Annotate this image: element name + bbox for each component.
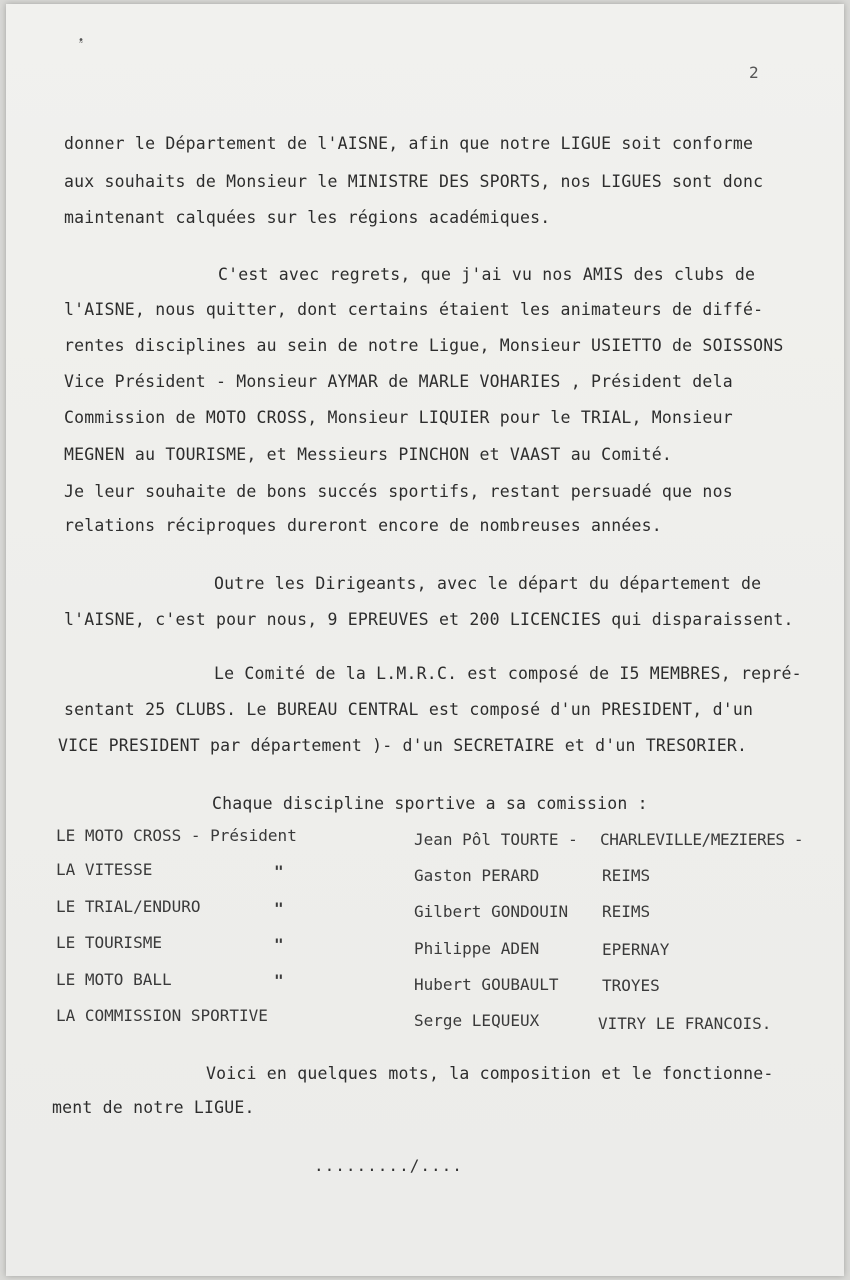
paragraph-line: Voici en quelques mots, la composition et le fonctionne- (206, 1064, 774, 1083)
president-name: Hubert GOUBAULT (414, 975, 559, 994)
discipline-name: LE TOURISME (56, 933, 162, 952)
page-number: 2 (749, 63, 759, 82)
paragraph-line: aux souhaits de Monsieur le MINISTRE DES SPORTS, nos LIGUES sont donc (64, 172, 764, 191)
paragraph-line: ment de notre LIGUE. (52, 1098, 255, 1117)
ditto-mark: " (274, 899, 284, 918)
paragraph-line: VICE PRESIDENT par département )- d'un SECRETAIRE et d'un TRESORIER. (58, 736, 748, 755)
paragraph-line: Commission de MOTO CROSS, Monsieur LIQUIER pour le TRIAL, Monsieur (64, 408, 733, 427)
discipline-name: LE MOTO CROSS - Président (56, 826, 297, 845)
document-page (6, 4, 844, 1276)
ditto-mark: " (274, 935, 284, 954)
discipline-name: LE MOTO BALL (56, 970, 172, 989)
president-name: Gaston PERARD (414, 866, 540, 885)
commission-intro: Chaque discipline sportive a sa comission : (212, 794, 648, 813)
paragraph-line: maintenant calquées sur les régions académiques. (64, 208, 551, 227)
president-name: Serge LEQUEUX (414, 1011, 540, 1030)
discipline-name: LA VITESSE (56, 860, 153, 879)
paragraph-line: Le Comité de la L.M.R.C. est composé de I5 MEMBRES, repré- (214, 664, 802, 683)
discipline-name: LE TRIAL/ENDURO (56, 897, 201, 916)
paragraph-line: l'AISNE, c'est pour nous, 9 EPREUVES et 200 LICENCIES qui disparaissent. (64, 610, 794, 629)
paragraph-line: Je leur souhaite de bons succés sportifs, restant persuadé que nos (64, 482, 733, 501)
president-name: Gilbert GONDOUIN (414, 902, 569, 921)
paragraph-line: Outre les Dirigeants, avec le départ du département de (214, 574, 762, 593)
president-city: REIMS (602, 902, 651, 921)
paragraph-line: sentant 25 CLUBS. Le BUREAU CENTRAL est composé d'un PRESIDENT, d'un (64, 700, 754, 719)
president-city: CHARLEVILLE/MEZIERES - (600, 830, 804, 849)
president-city: TROYES (602, 976, 660, 995)
paragraph-line: l'AISNE, nous quitter, dont certains étaient les animateurs de diffé- (64, 300, 764, 319)
continuation-mark: ........./.... (314, 1156, 463, 1175)
president-city: VITRY LE FRANCOIS. (598, 1014, 772, 1033)
ditto-mark: " (274, 862, 284, 881)
paragraph-line: Vice Président - Monsieur AYMAR de MARLE VOHARIES , Président dela (64, 372, 733, 391)
paragraph-line: rentes disciplines au sein de notre Ligue, Monsieur USIETTO de SOISSONS (64, 336, 784, 355)
paragraph-line: donner le Département de l'AISNE, afin que notre LIGUE soit conforme (64, 134, 754, 153)
paragraph-line: relations réciproques dureront encore de nombreuses années. (64, 516, 662, 535)
president-city: EPERNAY (602, 940, 670, 959)
discipline-name: LA COMMISSION SPORTIVE (56, 1006, 268, 1025)
president-name: Philippe ADEN (414, 939, 540, 958)
paragraph-line: MEGNEN au TOURISME, et Messieurs PINCHON et VAAST au Comité. (64, 445, 673, 464)
president-city: REIMS (602, 866, 651, 885)
paragraph-line: C'est avec regrets, que j'ai vu nos AMIS des clubs de (218, 265, 756, 284)
president-name: Jean Pôl TOURTE - (414, 830, 578, 849)
ditto-mark: " (274, 971, 284, 990)
ink-speck: • ˜ (78, 35, 85, 52)
